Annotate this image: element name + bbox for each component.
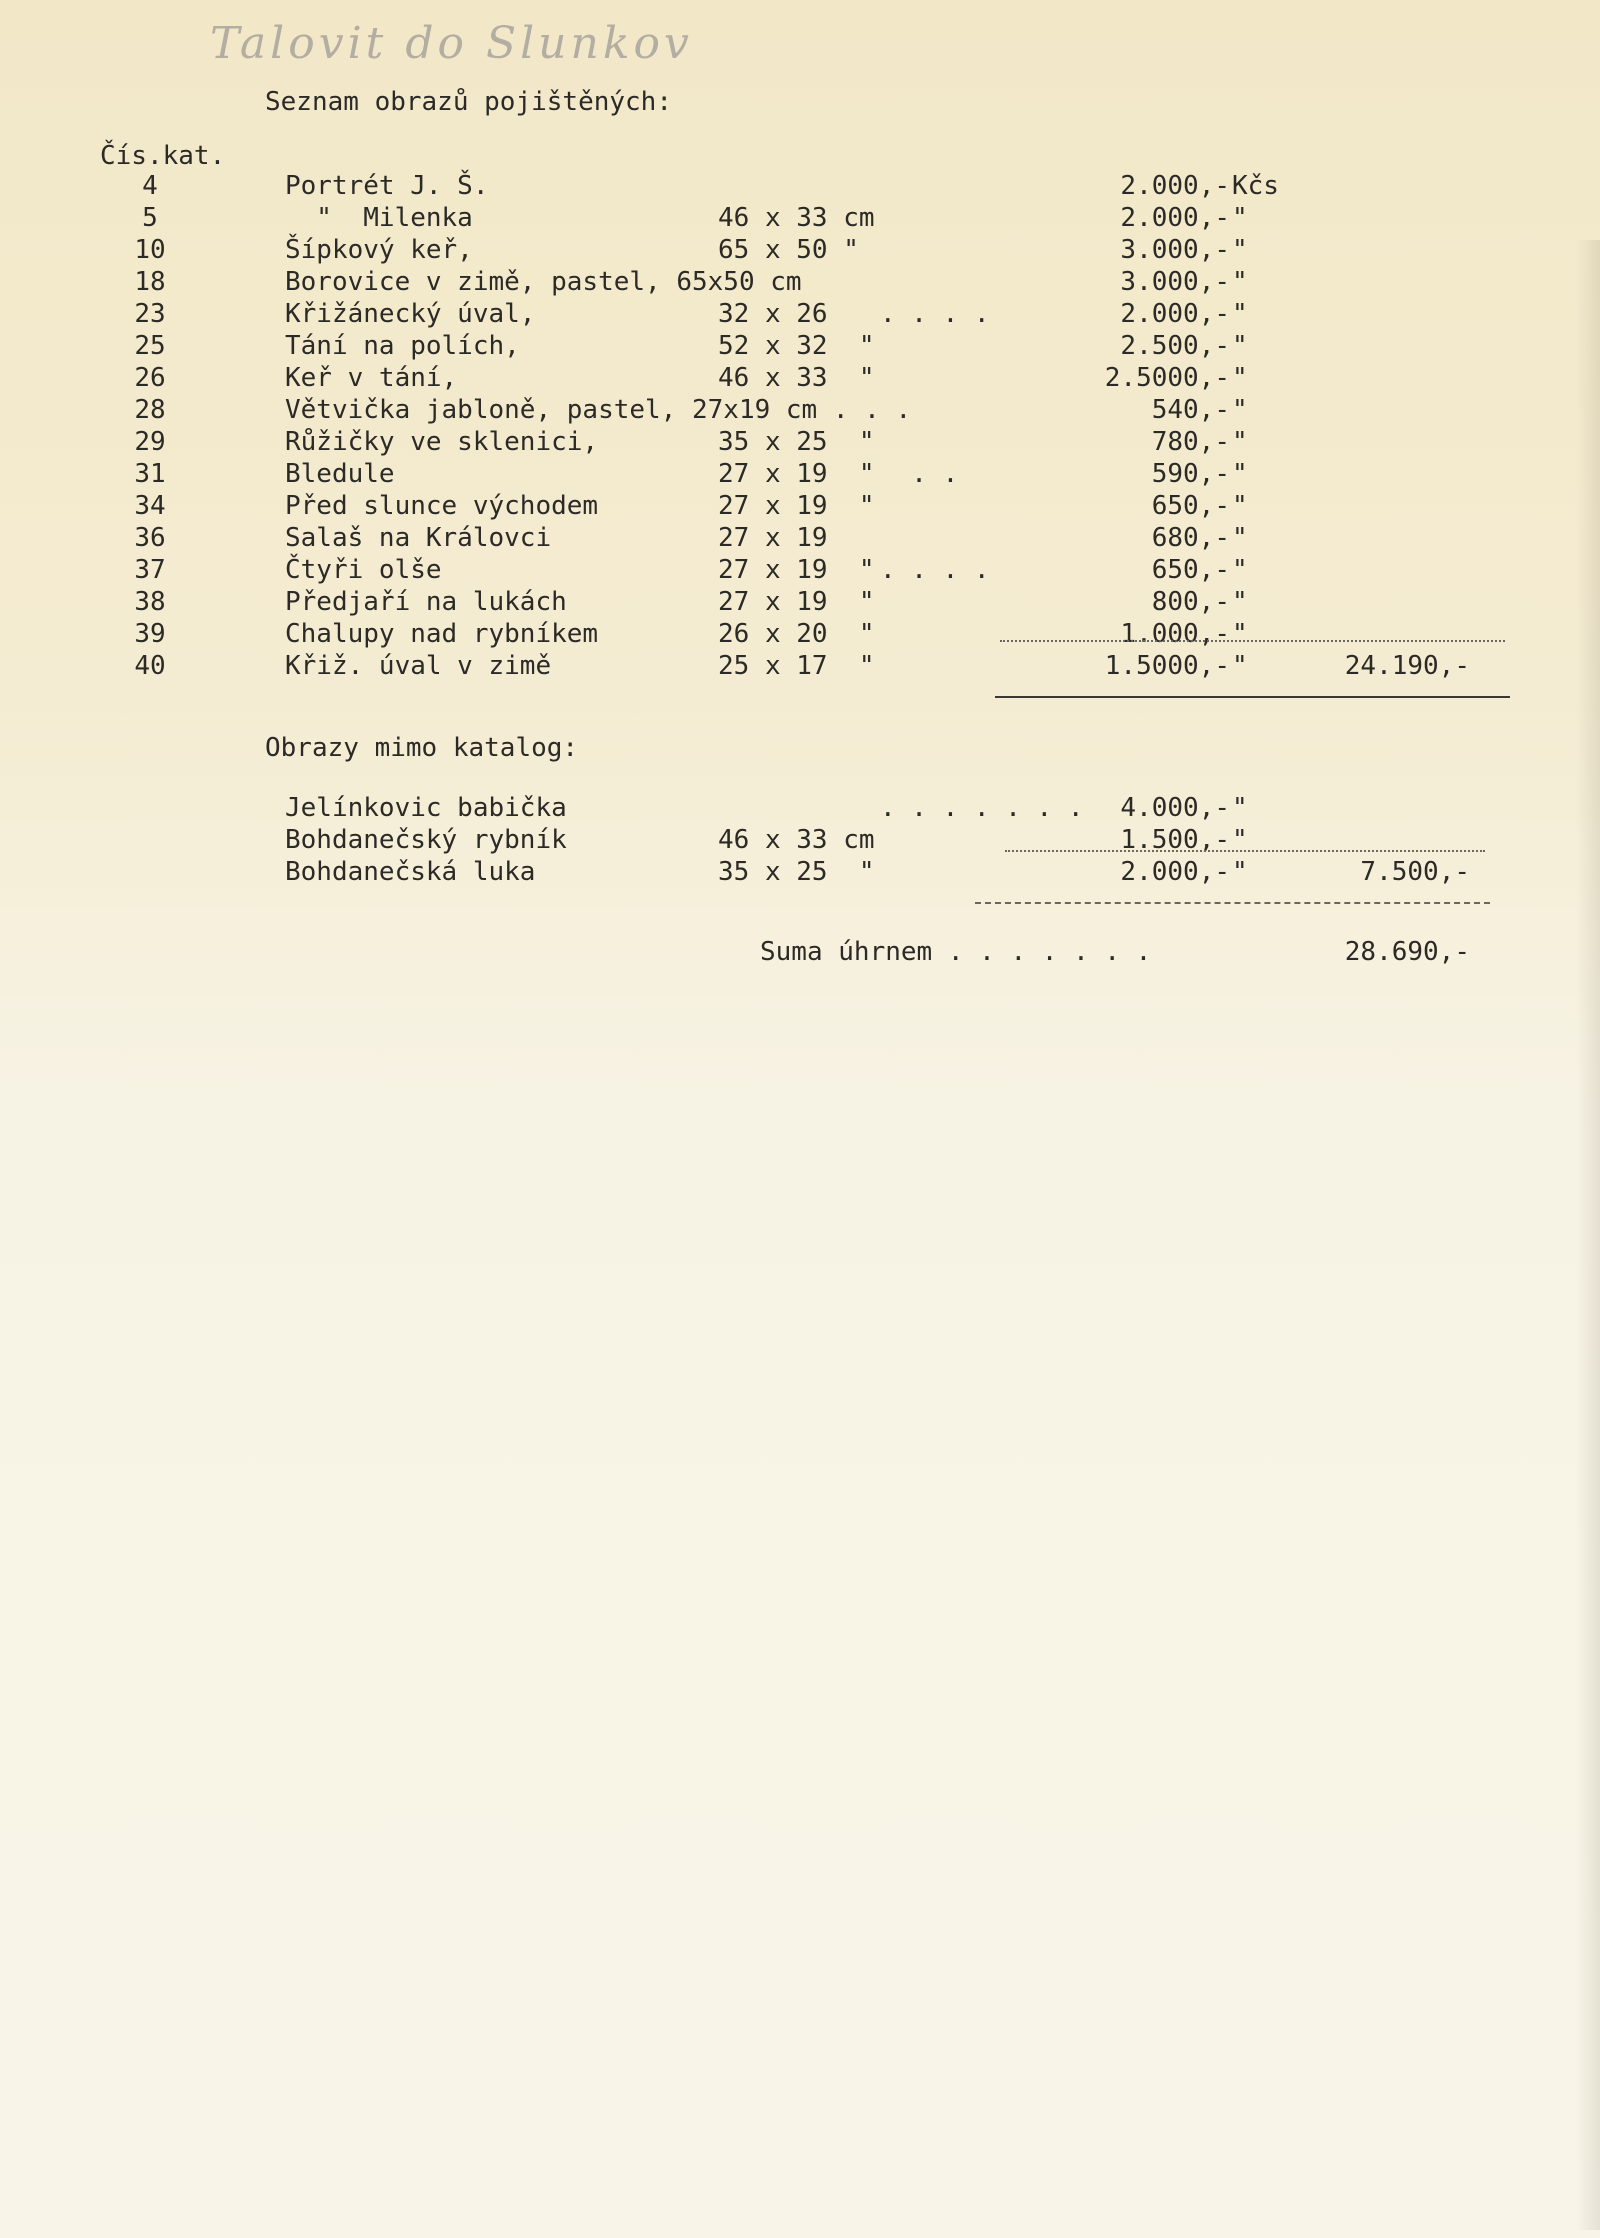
currency-unit: " [1232,793,1248,823]
handwritten-note: Talovit do Slunkov [210,18,693,69]
painting-title: Větvička jabloně, pastel, 27x19 cm . . . [285,395,912,425]
catalog-subtotal: 24.190,- [1344,651,1470,681]
catalog-number: 25 [134,331,166,361]
painting-title: Keř v tání, [285,363,458,393]
painting-dimensions: 32 x 26 [718,299,828,329]
catalog-number: 5 [142,203,158,233]
painting-dimensions: 27 x 19 " [718,491,875,521]
insured-value: 680,- [1151,523,1230,553]
insured-value: 1.500,- [1120,825,1230,855]
painting-title: Růžičky ve sklenici, [285,427,599,457]
currency-unit: " [1232,491,1248,521]
painting-title: Šípkový keř, [285,235,473,265]
painting-title: Borovice v zimě, pastel, 65x50 cm [285,267,802,297]
insured-value: 2.500,- [1120,331,1230,361]
leader-dots: . . . . [880,555,990,585]
catalog-number-label: Čís.kat. [100,141,226,171]
insured-value: 540,- [1151,395,1230,425]
insured-value: 780,- [1151,427,1230,457]
painting-title: Salaš na Královci [285,523,552,553]
currency-unit: " [1232,427,1248,457]
catalog-number: 38 [134,587,166,617]
insured-value: 2.000,- [1120,203,1230,233]
currency-unit: " [1232,331,1248,361]
dotted-underline [1005,850,1485,852]
currency-unit: " [1232,459,1248,489]
painting-title: Předjaří na lukách [285,587,567,617]
currency-unit: " [1232,235,1248,265]
catalog-number: 39 [134,619,166,649]
insured-value: 590,- [1151,459,1230,489]
painting-title: Bohdanečská luka [285,857,536,887]
painting-dimensions: 26 x 20 " [718,619,875,649]
painting-title: Portrét J. Š. [285,171,489,201]
catalog-number: 34 [134,491,166,521]
catalog-number: 36 [134,523,166,553]
painting-title: Tání na polích, [285,331,520,361]
outside-subtotal: 7.500,- [1360,857,1470,887]
dotted-underline [1000,640,1505,642]
catalog-number: 10 [134,235,166,265]
paper-edge [1576,240,1600,2230]
currency-unit: " [1232,587,1248,617]
catalog-number: 29 [134,427,166,457]
painting-dimensions: 27 x 19 [718,523,828,553]
painting-dimensions: 35 x 25 " [718,427,875,457]
currency-unit: " [1232,363,1248,393]
currency-unit: " [1232,395,1248,425]
currency-unit: Kčs [1232,171,1279,201]
insured-value: 650,- [1151,491,1230,521]
total-value: 28.690,- [1344,937,1470,967]
insured-value: 3.000,- [1120,267,1230,297]
insured-value: 650,- [1151,555,1230,585]
painting-title: Křiž. úval v zimě [285,651,552,681]
painting-dimensions: 27 x 19 " [718,459,875,489]
currency-unit: " [1232,619,1248,649]
catalog-number: 28 [134,395,166,425]
leader-dots: . . . . [880,299,990,329]
currency-unit: " [1232,299,1248,329]
painting-dimensions: 27 x 19 " [718,555,875,585]
painting-dimensions: 25 x 17 " [718,651,875,681]
insured-value: 1.000,- [1120,619,1230,649]
currency-unit: " [1232,523,1248,553]
painting-dimensions: 65 x 50 " [718,235,859,265]
insured-value: 2.000,- [1120,171,1230,201]
catalog-number: 37 [134,555,166,585]
leader-dots: . . [880,459,959,489]
catalog-number: 4 [142,171,158,201]
insured-value: 2.5000,- [1104,363,1230,393]
painting-dimensions: 46 x 33 cm [718,203,875,233]
catalog-number: 40 [134,651,166,681]
insured-value: 4.000,- [1120,793,1230,823]
total-label: Suma úhrnem . . . . . . . [760,937,1152,967]
painting-title: Jelínkovic babička [285,793,567,823]
list-heading: Seznam obrazů pojištěných: [265,87,672,117]
painting-dimensions: 35 x 25 " [718,857,875,887]
currency-unit: " [1232,857,1248,887]
currency-unit: " [1232,555,1248,585]
painting-title: Bohdanečský rybník [285,825,567,855]
insured-value: 800,- [1151,587,1230,617]
painting-dimensions: 52 x 32 " [718,331,875,361]
currency-unit: " [1232,825,1248,855]
painting-dimensions: 27 x 19 " [718,587,875,617]
insured-value: 1.5000,- [1104,651,1230,681]
painting-title: Čtyři olše [285,555,442,585]
currency-unit: " [1232,651,1248,681]
painting-title: Před slunce východem [285,491,599,521]
painting-title: " Milenka [285,203,473,233]
painting-title: Chalupy nad rybníkem [285,619,599,649]
leader-dots: . . . . . . . [880,793,1084,823]
currency-unit: " [1232,267,1248,297]
insured-value: 2.000,- [1120,857,1230,887]
painting-dimensions: 46 x 33 " [718,363,875,393]
outside-rule [975,902,1490,904]
catalog-number: 18 [134,267,166,297]
subtotal-rule [995,696,1510,698]
insured-value: 2.000,- [1120,299,1230,329]
painting-dimensions: 46 x 33 cm [718,825,875,855]
catalog-number: 26 [134,363,166,393]
catalog-number: 23 [134,299,166,329]
catalog-number: 31 [134,459,166,489]
outside-heading: Obrazy mimo katalog: [265,733,579,763]
painting-title: Křižánecký úval, [285,299,536,329]
painting-title: Bledule [285,459,395,489]
insured-value: 3.000,- [1120,235,1230,265]
currency-unit: " [1232,203,1248,233]
